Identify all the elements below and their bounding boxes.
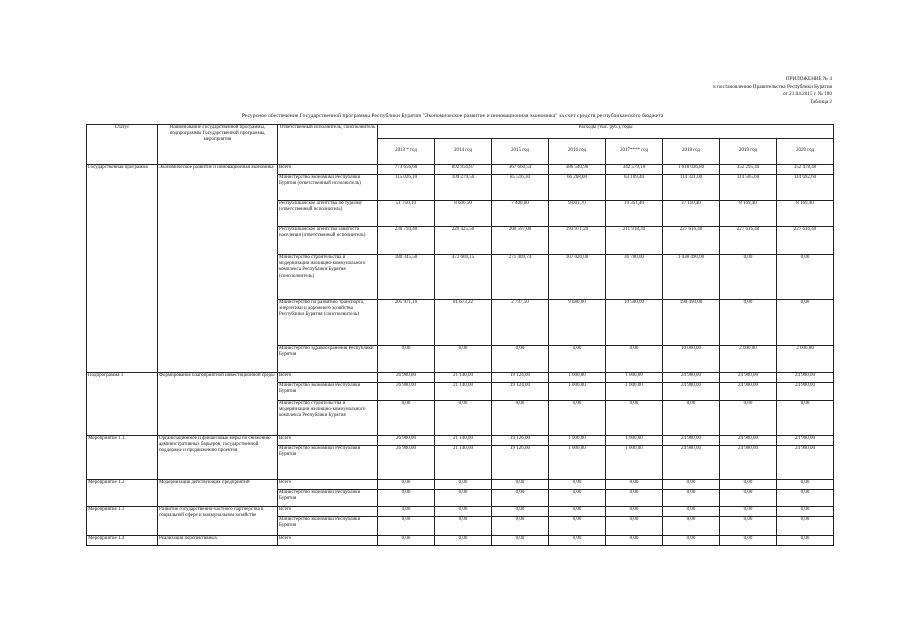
- cell-value: 386 540,90: [549, 165, 606, 175]
- cell-value: 0,00: [435, 346, 492, 373]
- row-status: Государственная программа: [87, 165, 158, 373]
- appendix-number: ПРИЛОЖЕНИЕ № 4: [785, 76, 832, 82]
- cell-value: 342 579,10: [606, 165, 663, 175]
- row-executor: Министерство по развитию транспорта, энергетики и дорожного хозяйства Республики Бурятия (соисполнитель): [278, 300, 378, 346]
- cell-value: 0,00: [492, 507, 549, 517]
- cell-value: 0,00: [663, 480, 720, 490]
- cell-value: 24 900,00: [777, 436, 834, 446]
- table-row: [87, 536, 834, 546]
- cell-value: 193 971,20: [549, 227, 606, 255]
- cell-value: 1 000,00: [549, 373, 606, 383]
- cell-value: 9 680,00: [549, 300, 606, 346]
- cell-value: 0,00: [606, 517, 663, 536]
- cell-value: 24 900,00: [663, 383, 720, 401]
- decree-reference: к постановлению Правительства Республики Бурятия: [713, 83, 832, 90]
- cell-value: 24 900,00: [777, 446, 834, 480]
- cell-value: 114 321,00: [663, 175, 720, 201]
- row-executor: Министерство экономики Республики Бурятия: [278, 490, 378, 507]
- decree-date: от 21.04.2015 г. № 180: [783, 91, 832, 97]
- cell-value: 10 500,00: [606, 300, 663, 346]
- row-name: Формирование благоприятной инвестиционной среды: [158, 373, 278, 436]
- cell-value: 0,00: [720, 517, 777, 536]
- cell-value: 0,00: [663, 517, 720, 536]
- cell-value: 230 794,40: [378, 227, 435, 255]
- row-executor: Всего: [278, 480, 378, 490]
- cell-value: 0,00: [492, 490, 549, 507]
- cell-value: 0,00: [606, 480, 663, 490]
- cell-value: 109 279,50: [435, 175, 492, 201]
- table-row: [87, 507, 834, 517]
- cell-value: 180 345,50: [378, 255, 435, 300]
- cell-value: 0,00: [720, 401, 777, 436]
- cell-value: 81 673,22: [435, 300, 492, 346]
- row-name: Организационное и финансовые меры по снижению административных барьеров, государственной поддержке и продвижению проектов: [158, 436, 278, 480]
- table-row: [87, 165, 834, 175]
- cell-value: 26 900,00: [378, 446, 435, 480]
- row-executor: Всего: [278, 536, 378, 546]
- cell-value: 0,00: [492, 517, 549, 536]
- cell-value: 0,00: [777, 401, 834, 436]
- cell-value: 21 140,00: [435, 373, 492, 383]
- cell-value: 26 900,00: [378, 383, 435, 401]
- cell-value: 0,00: [663, 490, 720, 507]
- table-row: [87, 480, 834, 490]
- cell-value: 1 618 036,80: [663, 165, 720, 175]
- cell-value: 36 700,00: [606, 255, 663, 300]
- cell-value: 115 026,10: [378, 175, 435, 201]
- cell-value: 24 900,00: [720, 383, 777, 401]
- row-name: Реализация перспективных: [158, 536, 278, 546]
- cell-value: 0,00: [777, 536, 834, 546]
- row-executor: Республиканское агентство по туризму (ответственный исполнитель): [278, 201, 378, 227]
- cell-value: 0,00: [720, 536, 777, 546]
- cell-value: 0,00: [606, 401, 663, 436]
- cell-value: 0,00: [435, 507, 492, 517]
- cell-value: 0,00: [663, 401, 720, 436]
- cell-value: 227 616,40: [663, 227, 720, 255]
- cell-value: 0,00: [720, 490, 777, 507]
- cell-value: 0,00: [435, 536, 492, 546]
- header-status: Статус: [87, 125, 158, 165]
- row-executor: Министерство строительства и модернизации жилищно-коммунального комплекса Республики Бурятия: [278, 401, 378, 436]
- cell-value: 107 020,00: [549, 255, 606, 300]
- row-executor: Всего: [278, 165, 378, 175]
- cell-value: 2 000,00: [720, 346, 777, 373]
- cell-value: 7 400,00: [492, 201, 549, 227]
- header-year: 2020 год: [777, 139, 834, 165]
- cell-value: 0,00: [720, 255, 777, 300]
- document-title: Ресурсное обеспечение Государственной программы Республики Бурятия "Экономическое развитие и инновационная экономика" за счет средств республиканского бюджета: [241, 113, 664, 119]
- row-executor: Министерство строительства и модернизации жилищно-коммунального комплекса Республики Бурятия (соисполнитель): [278, 255, 378, 300]
- cell-value: 19 126,00: [492, 446, 549, 480]
- cell-value: 1 000,00: [606, 446, 663, 480]
- cell-value: 21 140,00: [435, 383, 492, 401]
- cell-value: 0,00: [549, 490, 606, 507]
- cell-value: 0,00: [720, 507, 777, 517]
- cell-value: 0,00: [492, 346, 549, 373]
- header-executor: Ответственный исполнитель, соисполнитель: [278, 125, 378, 165]
- row-executor: Министерство экономики Республики Бурятия (ответственный исполнитель): [278, 175, 378, 201]
- cell-value: 0,00: [378, 517, 435, 536]
- cell-value: 8 606,50: [435, 201, 492, 227]
- cell-value: 271 409,74: [492, 255, 549, 300]
- cell-value: 205 971,10: [378, 300, 435, 346]
- cell-value: 0,00: [549, 346, 606, 373]
- cell-value: 0,00: [435, 490, 492, 507]
- row-status: Мероприятие 1.1.: [87, 436, 158, 480]
- cell-value: 26 900,00: [378, 436, 435, 446]
- cell-value: 85 516,30: [492, 175, 549, 201]
- cell-value: 37 110,40: [663, 201, 720, 227]
- cell-value: 24 900,00: [663, 436, 720, 446]
- cell-value: 21 140,00: [435, 436, 492, 446]
- row-status: Мероприятие 1.3: [87, 507, 158, 536]
- cell-value: 0,00: [777, 490, 834, 507]
- cell-value: 367 660,54: [492, 165, 549, 175]
- cell-value: 200 597,00: [492, 227, 549, 255]
- cell-value: 0,00: [777, 255, 834, 300]
- cell-value: 19 124,00: [492, 383, 549, 401]
- cell-value: 1 000,00: [606, 436, 663, 446]
- cell-value: 1 000,00: [549, 446, 606, 480]
- cell-value: 66 268,00: [549, 175, 606, 201]
- cell-value: 114 505,60: [720, 175, 777, 201]
- cell-value: 1 000,00: [549, 436, 606, 446]
- header-year: 2017**** год: [606, 139, 663, 165]
- cell-value: 10 000,00: [663, 346, 720, 373]
- cell-value: 63 109,40: [606, 175, 663, 201]
- cell-value: 472 669,15: [435, 255, 492, 300]
- cell-value: 227 616,40: [777, 227, 834, 255]
- cell-value: 8 169,40: [777, 201, 834, 227]
- cell-value: 19 126,00: [492, 436, 549, 446]
- cell-value: 51 750,10: [378, 201, 435, 227]
- cell-value: 0,00: [549, 480, 606, 490]
- table-number: Таблица 2: [809, 98, 832, 105]
- cell-value: 24 900,00: [663, 446, 720, 480]
- cell-value: 0,00: [663, 536, 720, 546]
- cell-value: 0,00: [549, 507, 606, 517]
- row-status: Мероприятие 1.2: [87, 480, 158, 507]
- table-row: [87, 436, 834, 446]
- cell-value: 352 478,40: [777, 165, 834, 175]
- cell-value: 24 900,00: [720, 446, 777, 480]
- header-year: 2013 * год: [378, 139, 435, 165]
- cell-value: 0,00: [777, 507, 834, 517]
- cell-value: 0,00: [663, 507, 720, 517]
- row-executor: Всего: [278, 436, 378, 446]
- row-executor: Всего: [278, 373, 378, 383]
- cell-value: 227 616,40: [720, 227, 777, 255]
- cell-value: 1 000,00: [606, 383, 663, 401]
- row-status: Мероприятие 1.4: [87, 536, 158, 546]
- cell-value: 0,00: [435, 480, 492, 490]
- cell-value: 0,00: [549, 536, 606, 546]
- cell-value: 0,00: [378, 346, 435, 373]
- header-year: 2019 год: [720, 139, 777, 165]
- cell-value: 2 000,00: [777, 346, 834, 373]
- table-row: [87, 373, 834, 383]
- row-name: Экономическое развитие и инновационная экономика: [158, 165, 278, 373]
- row-name: Модернизация действующих предприятий: [158, 480, 278, 507]
- cell-value: 0,00: [549, 517, 606, 536]
- cell-value: 0,00: [549, 401, 606, 436]
- cell-value: 0,00: [606, 507, 663, 517]
- header-name: Наименование Государственной программы, подпрограммы Государственной программы, мероприятия: [158, 125, 278, 165]
- cell-value: 892 956,87: [435, 165, 492, 175]
- cell-value: 211 918,30: [606, 227, 663, 255]
- cell-value: 24 900,00: [720, 436, 777, 446]
- cell-value: 220 425,50: [435, 227, 492, 255]
- row-name: Развитие государственно-частного партнерства в социальной сфере и коммунальном хозяйстве: [158, 507, 278, 536]
- cell-value: 24 900,00: [663, 373, 720, 383]
- cell-value: 0,00: [492, 480, 549, 490]
- row-executor: Министерство экономики Республики Бурятия: [278, 446, 378, 480]
- row-executor: Министерство экономики Республики Бурятия: [278, 517, 378, 536]
- row-executor: Республиканское агентство занятости населения (ответственный исполнитель): [278, 227, 378, 255]
- cell-value: 8 169,40: [720, 201, 777, 227]
- cell-value: 0,00: [435, 517, 492, 536]
- cell-value: 0,00: [378, 490, 435, 507]
- cell-value: 0,00: [378, 507, 435, 517]
- cell-value: 0,00: [720, 300, 777, 346]
- cell-value: 0,00: [492, 536, 549, 546]
- cell-value: 0,00: [378, 536, 435, 546]
- cell-value: 21 140,00: [435, 446, 492, 480]
- header-costs: Расходы (тыс. руб.), годы: [378, 125, 834, 139]
- cell-value: 773 656,60: [378, 165, 435, 175]
- budget-table: [86, 124, 834, 546]
- cell-value: 0,00: [777, 517, 834, 536]
- cell-value: 0,00: [720, 480, 777, 490]
- cell-value: 0,00: [435, 401, 492, 436]
- cell-value: 2 737,50: [492, 300, 549, 346]
- cell-value: 9 601,70: [549, 201, 606, 227]
- cell-value: 190 490,00: [663, 300, 720, 346]
- row-executor: Министерство здравоохранения Республики Бурятия: [278, 346, 378, 373]
- cell-value: 19 124,00: [492, 373, 549, 383]
- cell-value: 24 900,00: [777, 383, 834, 401]
- cell-value: 1 000,00: [606, 373, 663, 383]
- cell-value: 24 900,00: [720, 373, 777, 383]
- header-year: 2014 год: [435, 139, 492, 165]
- cell-value: 0,00: [606, 346, 663, 373]
- cell-value: 1 038 490,00: [663, 255, 720, 300]
- document-header: [713, 76, 832, 106]
- cell-value: 1 000,00: [549, 383, 606, 401]
- header-year: 2016 год: [549, 139, 606, 165]
- cell-value: 352 295,40: [720, 165, 777, 175]
- cell-value: 0,00: [378, 401, 435, 436]
- cell-value: 0,00: [777, 300, 834, 346]
- header-year: 2015 год: [492, 139, 549, 165]
- cell-value: 0,00: [378, 480, 435, 490]
- cell-value: 24 900,00: [777, 373, 834, 383]
- row-executor: Министерство экономики Республики Бурятия: [278, 383, 378, 401]
- cell-value: 0,00: [606, 536, 663, 546]
- header-year: 2018 год: [663, 139, 720, 165]
- cell-value: 0,00: [492, 401, 549, 436]
- cell-value: 0,00: [777, 480, 834, 490]
- cell-value: 26 900,00: [378, 373, 435, 383]
- cell-value: 19 351,40: [606, 201, 663, 227]
- cell-value: 0,00: [606, 490, 663, 507]
- cell-value: 114 692,60: [777, 175, 834, 201]
- row-executor: Всего: [278, 507, 378, 517]
- row-status: Подпрограмма 1: [87, 373, 158, 436]
